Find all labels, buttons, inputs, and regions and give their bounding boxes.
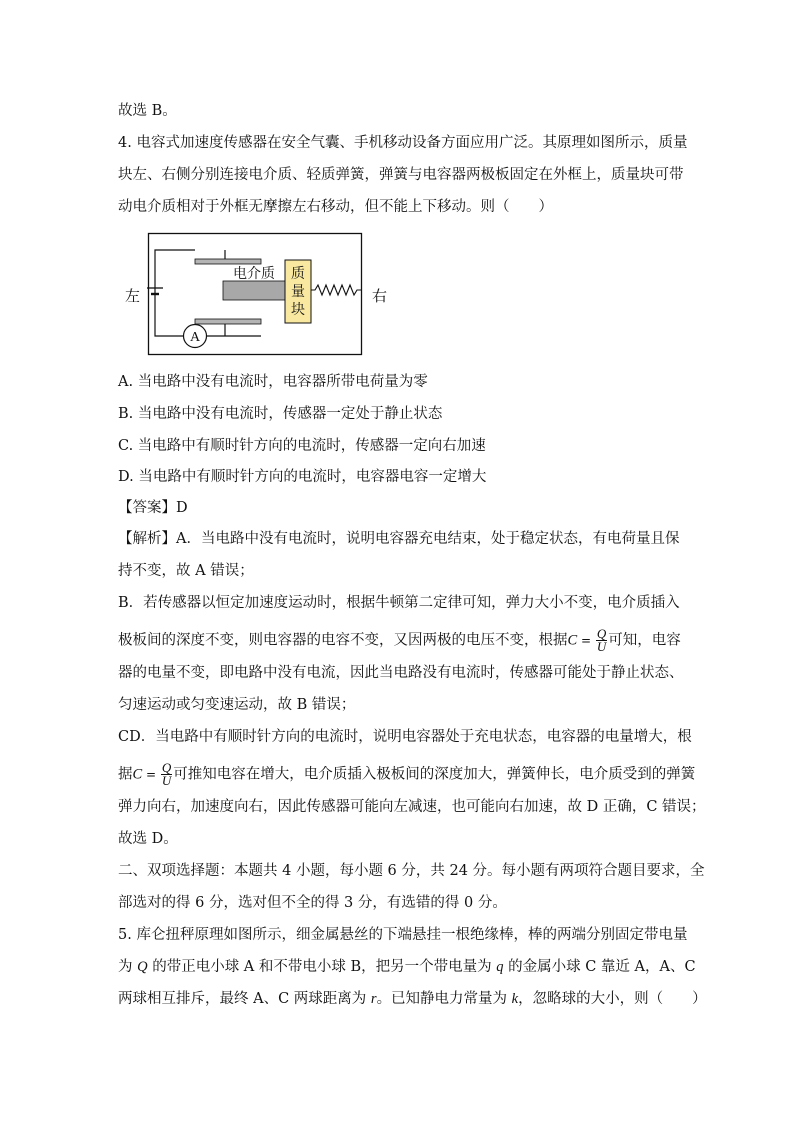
- figure-label-right: 右: [372, 287, 388, 305]
- formula-eq: =: [577, 633, 595, 648]
- explanation-text: 可知，电容: [608, 632, 681, 649]
- formula-eq: =: [142, 767, 160, 782]
- option-a: A. 当电路中没有电流时，电容器所带电荷量为零: [118, 374, 428, 390]
- question-4-line: 动电介质相对于外框无摩擦左右移动，但不能上下移动。则（ ）: [118, 199, 553, 215]
- formula-c: C: [567, 632, 578, 649]
- ammeter-label: A: [190, 330, 201, 345]
- explanation-line: 匀速运动或匀变速运动，故 B 错误；: [118, 697, 356, 713]
- question-text: 的金属小球 C 靠近 A，A、C: [503, 959, 696, 975]
- question-5-line: 5. 库仑扭秤原理如图所示，细金属悬丝的下端悬挂一根绝缘棒，棒的两端分别固定带电量: [118, 927, 688, 943]
- symbol-k: k: [511, 991, 519, 1007]
- capacitor-sensor-diagram: [145, 230, 365, 358]
- explanation-text: 据: [118, 766, 133, 783]
- question-text: 的带正电小球 A 和不带电小球 B，把另一个带电量为: [147, 959, 497, 975]
- mass-label: 质: [291, 266, 305, 282]
- symbol-r: r: [370, 991, 377, 1007]
- question-5-line: [118, 957, 696, 977]
- symbol-q-big: Q: [137, 959, 148, 975]
- formula-fraction: $\frac{Q}{U}$: [161, 760, 172, 788]
- explanation-line: 持不变，故 A 错误；: [118, 563, 254, 579]
- explanation-line: 弹力向右，加速度向右，因此传感器可能向左减速，也可能向右加速，故 D 正确，C 错误；: [118, 799, 706, 815]
- explanation-line: 故选 D。: [118, 831, 178, 847]
- question-4-line: 4. 电容式加速度传感器在安全气囊、手机移动设备方面应用广泛。其原理如图所示，质量: [118, 135, 688, 151]
- option-c: C. 当电路中有顺时针方向的电流时，传感器一定向右加速: [118, 438, 486, 454]
- formula-c: C: [132, 766, 143, 783]
- question-4-line: 块左、右侧分别连接电介质、轻质弹簧，弹簧与电容器两极板固定在外框上，质量块可带: [118, 167, 684, 183]
- symbol-q: q: [496, 959, 504, 975]
- option-d: D. 当电路中有顺时针方向的电流时，电容器电容一定增大: [118, 469, 487, 485]
- dielectric-label: 电介质: [233, 266, 275, 282]
- explanation-text: 可推知电容在增大，电介质插入极板间的深度加大，弹簧伸长，电介质受到的弹簧: [173, 766, 696, 783]
- formula-fraction: $\frac{Q}{U}$: [596, 626, 607, 654]
- question-text: 。已知静电力常量为: [376, 991, 512, 1007]
- mass-label: 量: [291, 284, 305, 300]
- explanation-line: 【解析】A．当电路中没有电流时，说明电容器充电结束，处于稳定状态，有电荷量且保: [118, 531, 680, 547]
- text-line: 故选 B。: [118, 103, 177, 119]
- explanation-line: CD．当电路中有顺时针方向的电流时，说明电容器处于充电状态，电容器的电量增大，根: [118, 729, 692, 745]
- question-text: 两球相互排斥，最终 A、C 两球距离为: [118, 991, 371, 1007]
- answer: 【答案】D: [118, 500, 188, 516]
- circuit-wire: [155, 250, 195, 336]
- explanation-line: [118, 628, 681, 653]
- section-heading: 二、双项选择题：本题共 4 小题，每小题 6 分，共 24 分。每小题有两项符合题目要求，全: [118, 863, 705, 879]
- explanation-line: [118, 762, 695, 787]
- capacitor-bottom-plate: [195, 319, 261, 324]
- mass-label: 块: [291, 302, 305, 318]
- section-heading: 部选对的得 6 分，选对但不全的得 3 分，有选错的得 0 分。: [118, 895, 507, 911]
- capacitor-top-plate: [195, 259, 261, 264]
- explanation-line: B．若传感器以恒定加速度运动时，根据牛顿第二定律可知，弹力大小不变，电介质插入: [118, 595, 680, 611]
- dielectric-slab: [223, 281, 285, 300]
- figure-label-left: 左: [125, 287, 141, 305]
- question-5-line: [118, 989, 707, 1009]
- explanation-text: 极板间的深度不变，则电容器的电容不变，又因两极的电压不变，根据: [118, 632, 568, 649]
- question-text: 为: [118, 959, 138, 975]
- explanation-line: 器的电量不变，即电路中没有电流，因此当电路没有电流时，传感器可能处于静止状态、: [118, 665, 684, 681]
- option-b: B. 当电路中没有电流时，传感器一定处于静止状态: [118, 406, 443, 422]
- spring: [311, 285, 361, 295]
- question-text: ，忽略球的大小，则（ ）: [518, 991, 707, 1007]
